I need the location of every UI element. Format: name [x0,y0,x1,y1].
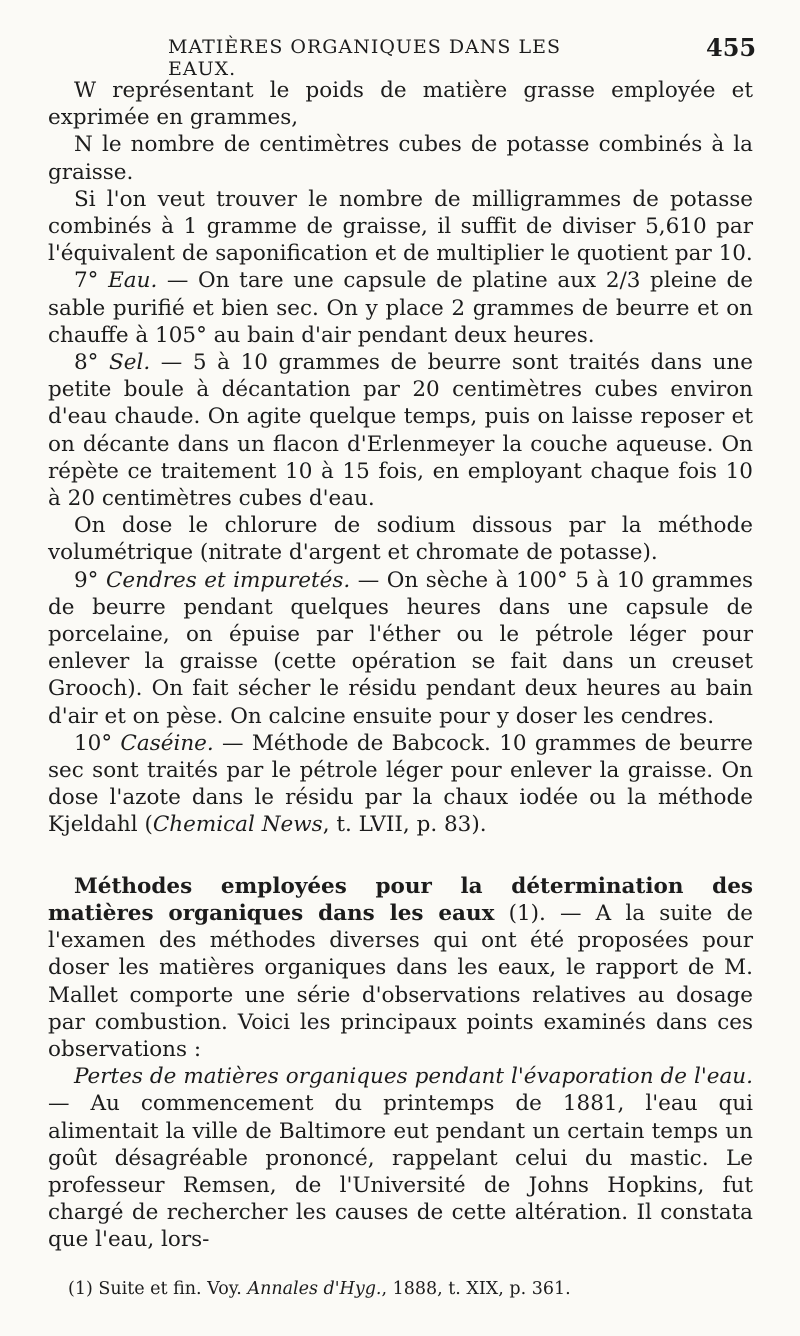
paragraph-saponification: Si l'on veut trouver le nombre de milligrammes de potasse combinés à 1 gramme de graisse, il suffit de diviser 5,610 par l'équivalent de saponification et de multiplier le quotient par 10. [48,186,753,267]
section-text: — A la suite de l'examen des méthodes diverses qui ont été proposées pour doser les matières organiques dans les eaux, le rapport de M. Mallet comporte une série d'observations relatives au dosage par combustion. Voici les principaux points examinés dans ces observations : [48,900,753,1062]
paragraph-sel [48,349,753,512]
subsection-title: Pertes de matières organiques pendant l'évaporation de l'eau. [74,1064,753,1090]
item-title: Eau. [108,268,158,294]
item-title: Sel. [109,350,151,376]
citation-title: Chemical News [152,812,323,838]
paragraph-chlorure: On dose le chlorure de sodium dissous par la méthode volumétrique (nitrate d'argent et chromate de potasse). [48,513,753,566]
footnote-journal: Annales d'Hyg. [247,1279,382,1299]
subsection-text: — Au commencement du printemps de 1881, l'eau qui alimentait la ville de Baltimore eut pendant un certain temps un goût désagréable prononcé, rappelant celui du mastic. Le professeur Remsen, de l'Université de Johns Hopkins, fut chargé de rechercher les causes de cette altération. Il constata que l'eau, lors- [48,1091,753,1253]
paragraph-eau [48,267,753,349]
item-number: 7° [74,268,109,294]
item-title: Cendres et impuretés. [105,567,351,593]
running-title: MATIÈRES ORGANIQUES DANS LES EAUX. [168,36,561,80]
body-text [48,77,753,1254]
citation-tail: , t. LVII, p. 83). [322,812,487,838]
item-text: — Méthode de Babcock. 10 grammes de beurre sec sont traités par le pétrole léger pour enlever la graisse. On dose l'azote dans le résidu par la chaux iodée ou la méthode Kjeldahl ( [48,730,753,838]
item-number: 10° [74,730,121,756]
paragraph-pertes [48,1063,753,1253]
footnote-lead: (1) Suite et fin. Voy. [68,1279,248,1299]
paragraph-caseine [48,730,753,839]
paragraph-methodes [48,873,753,1063]
item-text: — On sèche à 100° 5 à 10 grammes de beurre pendant quelques heures dans une capsule de porcelaine, on épuise par l'éther ou le pétrole léger pour enlever la graisse (cette opération se fait dans un creuset Grooch). On fait sécher le résidu pendant deux heures au bain d'air et on pèse. On calcine ensuite pour y doser les cendres. [48,567,753,729]
item-number: 9° [74,567,106,593]
item-text: — 5 à 10 grammes de beurre sont traités dans une petite boule à décantation par 20 centimètres cubes environ d'eau chaude. On agite quelque temps, puis on laisse reposer et on décante dans un flacon d'Erlenmeyer la couche aqueuse. On répète ce traitement 10 à 15 fois, en employant chaque fois 10 à 20 centimètres cubes d'eau. [48,350,753,512]
section-heading: Méthodes employées pour la détermination des matières organiques dans les eaux [48,873,753,926]
item-title: Caséine. [120,730,214,756]
footnote [68,1278,748,1300]
item-text: — On tare une capsule de platine aux 2/3 pleine de sable purifié et bien sec. On y place 2 grammes de beurre et on chauffe à 105° au bain d'air pendant deux heures. [48,268,753,348]
paragraph-w-definition: W représentant le poids de matière grasse employée et exprimée en grammes, [48,78,753,131]
footnote-marker: (1). [494,900,546,926]
page-number: 455 [706,33,757,62]
paragraph-n-definition: N le nombre de centimètres cubes de potasse combinés à la graisse. [48,132,753,185]
paragraph-cendres [48,567,753,730]
footnote-tail: , 1888, t. XIX, p. 361. [381,1279,571,1299]
item-number: 8° [74,350,110,376]
